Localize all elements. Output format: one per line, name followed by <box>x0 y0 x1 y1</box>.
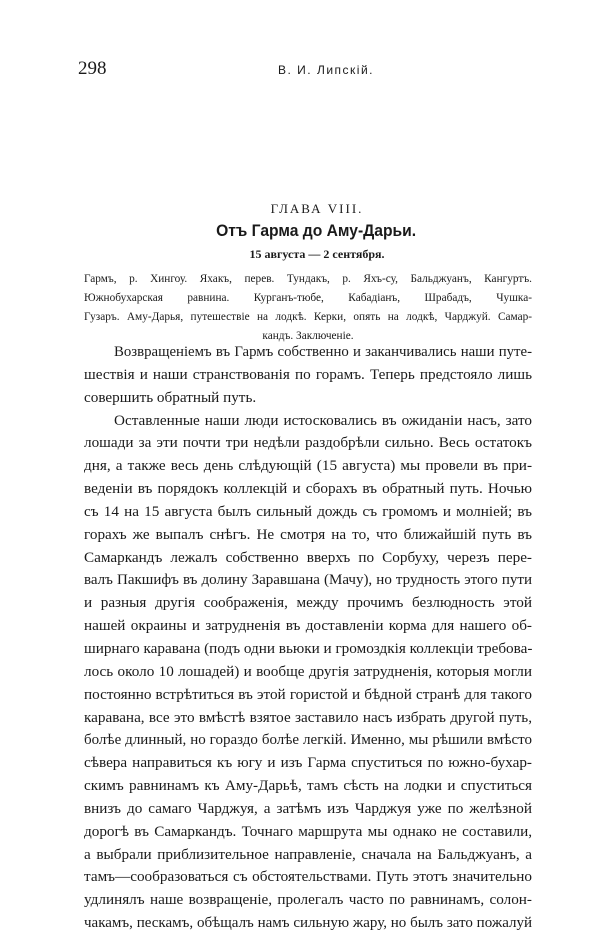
text-line: и разныя другія соображенія, между прочимъ безлюдность этой <box>84 594 532 612</box>
text-line: Возвращеніемъ въ Гармъ собственно и заканчивались наши путе- <box>114 344 532 360</box>
text-line: валъ Пакшифъ въ долину Заравшана (Мачу), но трудность этого пути <box>84 572 532 589</box>
text-line: горахъ же выпалъ снѣгъ. Не смотря на то, что ближайшій путь въ <box>84 525 532 543</box>
text-line: дня, а также весь день слѣдующій (15 августа) мы провели въ при- <box>84 457 532 475</box>
summary-line: Гармъ, р. Хингоу. Яхакъ, перев. Тундакъ, р. Яхъ-су, Бальджуанъ, Кангуртъ. <box>84 273 532 285</box>
chapter-label: ГЛАВА VIII. <box>270 201 364 216</box>
text-line: ширнаго каравана (подъ одни вьюки и громоздкія коллекціи требова- <box>84 639 532 657</box>
text-line: нашей окраины и затрудненія въ доставленіи корма для нашего об- <box>84 617 532 635</box>
running-head: В. И. Липскій. <box>278 63 374 77</box>
text-line: удлинялъ наше возвращеніе, пролегалъ часто по равнинамъ, солон- <box>84 891 532 909</box>
text-line: постоянно встрѣтиться въ этой гористой и бѣдной странѣ для такого <box>84 685 532 703</box>
text-line: лось около 10 лошадей) и вообще другія затрудненія, которыя могли <box>84 662 532 680</box>
text-line: Самаркандъ лежалъ собственно вверхъ по Сорбуху, черезъ пере- <box>84 548 532 566</box>
text-line: скимъ равнинамъ къ Аму-Дарьѣ, тамъ сѣсть на лодки и спуститься <box>84 777 532 795</box>
text-line: болѣе длинный, но гораздо болѣе легкій. Именно, мы рѣшили вмѣсто <box>84 732 532 749</box>
text-line: съ 14 на 15 августа былъ сильный дождь съ громомъ и молніей; въ <box>84 502 532 520</box>
text-line: тамъ—сообразоваться съ обстоятельствами. Путь этотъ значительно <box>84 868 532 886</box>
chapter-dates: 15 августа — 2 сентября. <box>249 247 385 261</box>
summary-line: кандъ. Заключеніе. <box>262 330 354 342</box>
text-line: Оставленные наши люди истосковались въ ожиданіи насъ, зато <box>114 411 532 429</box>
text-line: каравана, все это вмѣстѣ взятое заставило насъ избрать другой путь, <box>84 708 532 726</box>
text-line: лошади за эти почти три недѣли раздобрѣли сильно. Весь остатокъ <box>84 434 532 452</box>
chapter-title: Отъ Гарма до Аму-Дарьи. <box>216 221 417 240</box>
page-number: 298 <box>78 58 107 79</box>
text-line: чакамъ, пескамъ, обѣщалъ намъ сильную жару, но былъ зато пожалуй <box>84 915 532 932</box>
text-line: шествія и наши странствованія по горамъ. Теперь предстояло лишь <box>84 365 532 383</box>
body-text <box>84 341 532 935</box>
text-line: внизъ до самаго Чарджуя, а затѣмъ изъ Чарджуя уже по желѣзной <box>84 799 532 817</box>
text-line: сѣвера направиться къ югу и изъ Гарма спуститься по южно-бухар- <box>84 754 532 772</box>
text-line: совершить обратный путь. <box>84 388 257 406</box>
text-line: а выбрали приблизительное направленіе, сначала на Бальджуанъ, а <box>84 845 532 863</box>
summary-line: Гузаръ. Аму-Дарья, путешествіе на лодкѣ. Керки, опять на лодкѣ, Чарджуй. Самар- <box>84 311 532 323</box>
text-line: веденіи въ порядокъ коллекцій и сборахъ въ обратный путь. Ночью <box>84 480 532 498</box>
text-line: дорогѣ въ Самаркандъ. Точнаго маршрута мы однако не составили, <box>84 822 532 840</box>
chapter-summary <box>84 270 532 346</box>
summary-line: Южнобухарская равнина. Курганъ-тюбе, Кабадіанъ, Шрабадъ, Чушка- <box>84 292 532 304</box>
